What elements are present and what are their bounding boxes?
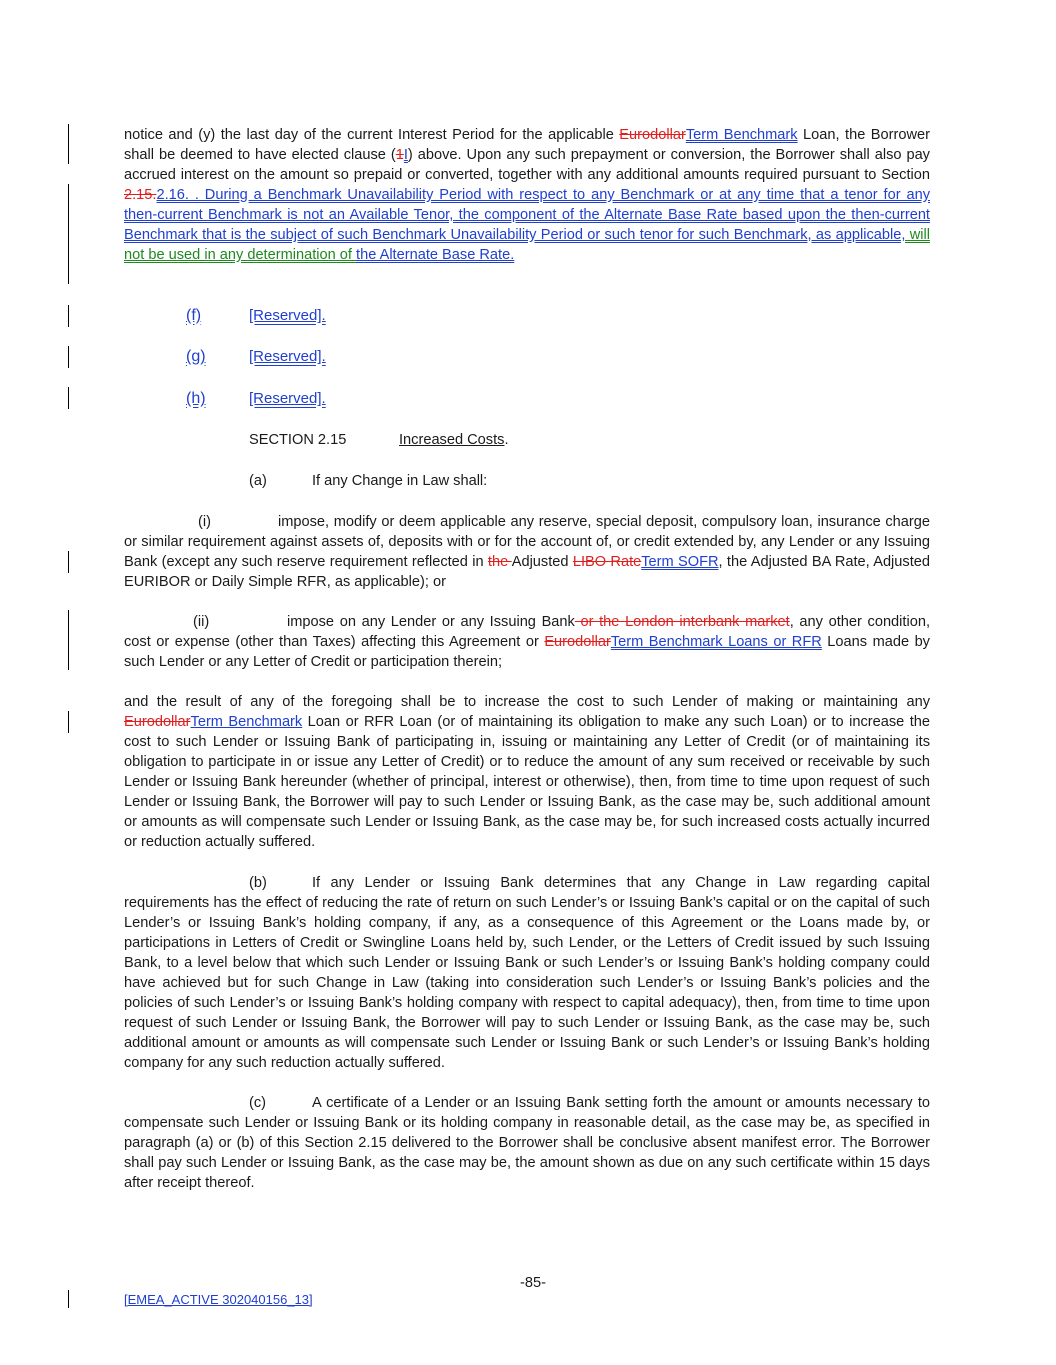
inserted-text: 2.16. . During a Benchmark Unavailability Period with respect to any Benchmark or at any time that a tenor for any then-current Benchmark is not an Available Tenor, the component of the Alternate Base Rate based upon the then-current Benchmark that is the subject of such Benchmark Unavailability Period or such tenor for such Benchmark, as applicable, <box>124 187 930 243</box>
deleted-text: or the London interbank market <box>574 614 790 630</box>
text-run: notice and (y) the last day of the current Interest Period for the applicable <box>124 127 620 143</box>
item-label: [Reserved]. <box>249 390 326 407</box>
text-run: Adjusted <box>511 554 573 570</box>
change-bar <box>68 184 69 284</box>
inserted-text: Term Benchmark <box>190 714 303 730</box>
clause-text: If any Lender or Issuing Bank determines that any Change in Law regarding capital requirements has the effect of reducing the rate of return on such Lender’s or Issuing Bank’s capital or on the capital of such Lender’s or Issuing Bank’s holding company, if any, as a consequence of this Agreement or the Loans made by, or participations in Letters of Credit or Swingline Loans held by, such Lender, or the Letters of Credit issued by such Issuing Bank, to a level below that which such Lender or Issuing Bank or such Lender’s or Issuing Bank’s holding company could have achieved but for such Change in Law (taking into consideration such Lender’s or Issuing Bank’s policies and the policies of such Lender’s or Issuing Bank’s holding company with respect to capital adequacy), then, from time to time upon request of such Lender or Issuing Bank, the Borrower will pay to such Lender or Issuing Bank, as the case may be, such additional amount or amounts as will compensate such Lender or Issuing Bank or such Lender’s or Issuing Bank’s holding company for any such reduction actually suffered. <box>124 875 930 1071</box>
page-number-text: -85- <box>520 1275 546 1291</box>
section-heading <box>249 430 346 450</box>
item-label: [Reserved]. <box>249 348 326 365</box>
change-bar <box>68 124 69 164</box>
inserted-text: Term Benchmark Loans or RFR <box>610 634 822 650</box>
section-title-period: . <box>504 432 509 448</box>
section-title-wrap <box>399 430 509 450</box>
clause-text: A certificate of a Lender or an Issuing Bank setting forth the amount or amounts necessary to compensate such Lender or Issuing Bank or its holding company in reasonable detail, as the case may be, as specified in paragraph (a) or (b) of this Section 2.15 delivered to the Borrower shall be conclusive absent manifest error. The Borrower shall pay such Lender or Issuing Bank, as the case may be, the amount shown as due on any such certificate within 15 days after receipt thereof. <box>124 1095 930 1191</box>
text-run: Loan or RFR Loan (or of maintaining its obligation to make any such Loan) or to increase the cost to such Lender or Issuing Bank of participating in, issuing or maintaining any Letter of Credit (or of maintaining its obligation to participate in or issue any Letter of Credit) or to reduce the amount of any sum received or receivable by such Lender or Issuing Bank hereunder (whether of principal, interest or otherwise), then, from time to time upon request of such Lender or Issuing Bank, the Borrower will pay to such Lender or Issuing Bank, as the case may be, such additional amount or amounts as will compensate such Lender or Issuing Bank, as the case may be, for such increased costs actually incurred or reduction actually suffered. <box>124 714 930 850</box>
change-bar <box>68 1290 69 1308</box>
text-run: , the Adjusted BA Rate, Adjusted EURIBOR or Daily Simple RFR, as applicable); or <box>124 554 931 590</box>
deleted-text: Eurodollar <box>544 634 611 650</box>
change-bar <box>68 711 69 733</box>
text-run: impose, modify or deem applicable any reserve, special deposit, compulsory loan, insurance charge or similar requirement against assets of, deposits with or for the account of, or credit extended by, any Lender or any Issuing Bank (except any such reserve requirement reflected in <box>124 514 930 570</box>
change-bar <box>68 387 69 409</box>
clause-a-text <box>312 471 487 491</box>
clause-i <box>124 512 930 592</box>
section-title: Increased Costs <box>399 432 505 448</box>
clause-label: (a) <box>249 473 267 489</box>
inserted-text: Term Benchmark <box>685 127 798 143</box>
document-id <box>124 1290 313 1310</box>
clause-label: (c) <box>249 1095 267 1111</box>
clause-ii <box>124 612 930 672</box>
change-bar <box>68 551 69 573</box>
deleted-text: the <box>487 554 512 570</box>
deleted-text: 1 <box>395 147 404 163</box>
change-bar <box>68 346 69 368</box>
inserted-text: Term SOFR <box>641 554 719 570</box>
inserted-text: I <box>403 147 408 163</box>
inserted-text: the Alternate Base Rate. <box>356 247 515 263</box>
document-id-text: [EMEA_ACTIVE 302040156_13] <box>124 1292 313 1307</box>
text-run: impose on any Lender or any Issuing Bank <box>287 614 575 630</box>
paragraph-prepayment <box>124 125 930 265</box>
change-bar <box>68 305 69 327</box>
item-label: [Reserved]. <box>249 307 326 324</box>
clause-c <box>124 1093 930 1193</box>
item-number: (f) <box>186 307 202 324</box>
paragraph-result <box>124 692 930 852</box>
clause-label: (b) <box>249 875 267 891</box>
page-number <box>520 1273 546 1293</box>
section-number: SECTION 2.15 <box>249 432 347 448</box>
clause-b <box>124 873 930 1073</box>
text-run: and the result of any of the foregoing shall be to increase the cost to such Lender of making or maintaining any <box>124 694 930 710</box>
deleted-text: 2.15. <box>124 187 157 203</box>
text-run: Loans made by such Lender or any Letter of Credit or participation therein; <box>124 634 930 670</box>
moved-text: will not be used in any determination of <box>124 227 930 263</box>
text-run: Loan, the Borrower shall be deemed to have elected clause ( <box>124 127 930 163</box>
change-bar <box>68 610 69 670</box>
text-run: , any other condition, cost or expense (other than Taxes) affecting this Agreement or <box>124 614 931 650</box>
clause-a-label <box>249 471 267 491</box>
deleted-text: LIBO Rate <box>572 554 642 570</box>
deleted-text: Eurodollar <box>124 714 191 730</box>
clause-label: (i) <box>198 514 211 530</box>
text-run: ) above. Upon any such prepayment or conversion, the Borrower shall also pay accrued interest on the amount so prepaid or converted, together with any additional amounts required pursuant to Section <box>124 147 930 183</box>
clause-label: (ii) <box>193 614 210 630</box>
deleted-text: Eurodollar <box>619 127 686 143</box>
item-number: (h) <box>186 390 206 407</box>
item-number: (g) <box>186 348 206 365</box>
clause-text: If any Change in Law shall: <box>312 473 488 489</box>
